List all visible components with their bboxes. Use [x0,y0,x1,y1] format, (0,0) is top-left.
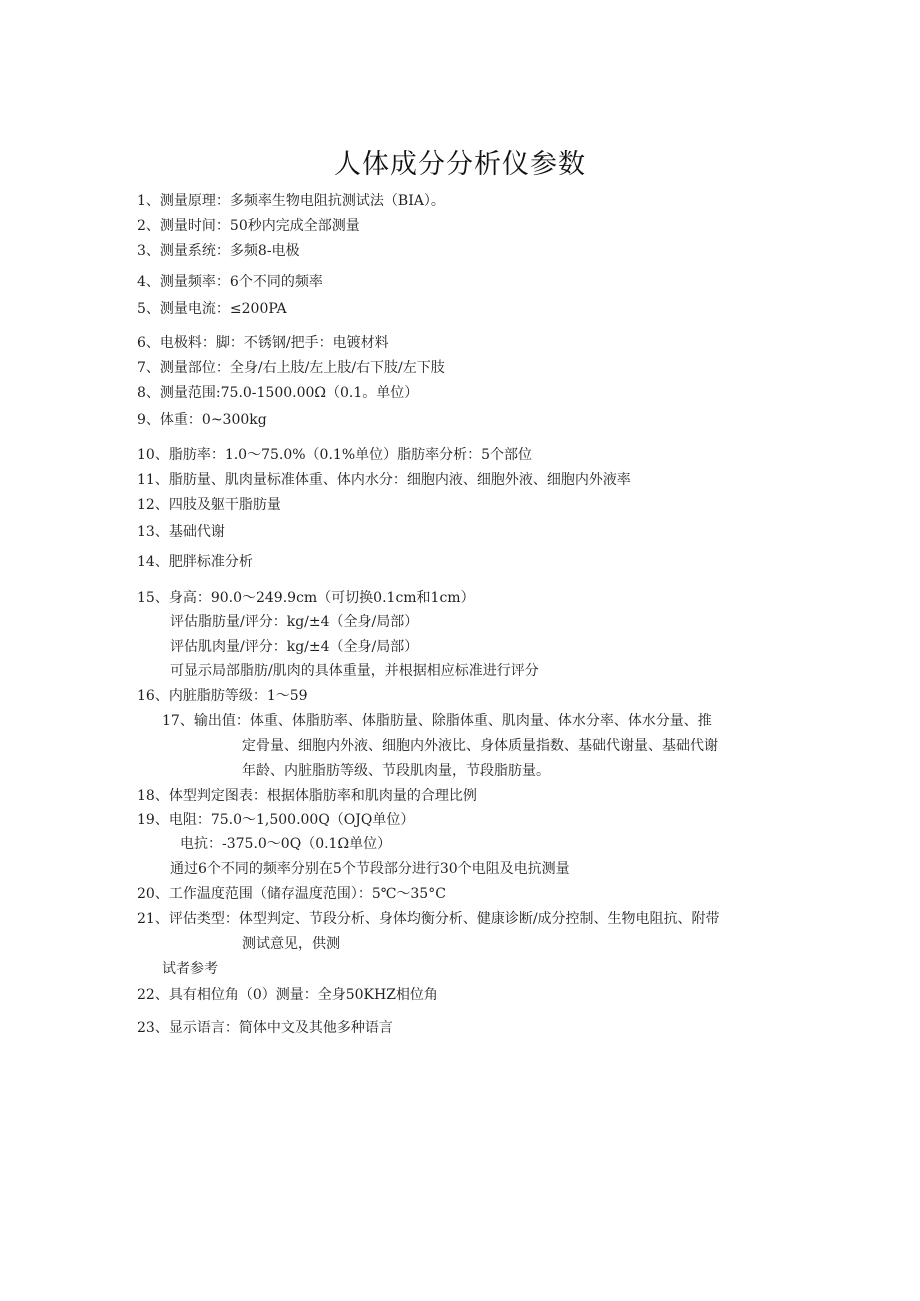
spec-line-4: 4、测量频率：6个不同的频率 [137,274,323,290]
document-title: 人体成分分析仪参数 [334,149,586,180]
spec-line-5: 5、测量电流：≤200PA [137,301,287,317]
spec-line-17-cont-2: 年龄、内脏脂肪等级、节段肌肉量，节段脂肪量。 [242,763,550,779]
spec-line-23: 23、显示语言：简体中文及其他多种语言 [137,1020,393,1036]
spec-line-16: 16、内脏脂肪等级：1～59 [137,688,308,704]
spec-line-9: 9、体重：0~300kg [137,412,267,428]
spec-line-15-muscle: 评估肌肉量/评分：kg∕±4（全身/局部） [170,639,419,655]
spec-line-19: 19、电阻：75.0～1,500.00Q（OJQ单位） [137,812,415,828]
spec-line-15-fat: 评估脂肪量/评分：kg∕±4（全身/局部） [170,614,419,630]
spec-line-22: 22、具有相位角（0）测量：全身50KHZ相位角 [137,987,438,1003]
spec-line-13: 13、基础代谢 [137,524,225,540]
spec-line-2: 2、测量时间：50秒内完成全部测量 [137,218,360,234]
spec-line-18: 18、体型判定图表：根据体脂肪率和肌肉量的合理比例 [137,788,477,804]
spec-line-12: 12、四肢及躯干脂肪量 [137,497,281,513]
spec-line-3: 3、测量系统：多频8-电极 [137,243,300,259]
spec-line-17: 17、输出值：体重、体脂肪率、体脂肪量、除脂体重、肌肉量、体水分率、体水分量、推 [162,713,712,729]
spec-line-19-reactance: 电抗：-375.0～0Q（0.1Ω单位） [180,836,392,852]
spec-line-21: 21、评估类型：体型判定、节段分析、身体均衡分析、健康诊断/成分控制、生物电阻抗、附带 [137,911,720,927]
spec-line-21-cont-2: 试者参考 [162,961,218,977]
spec-line-21-cont-1: 测试意见，供测 [242,936,340,952]
spec-line-14: 14、肥胖标准分析 [137,554,253,570]
spec-line-10: 10、脂肪率：1.0～75.0%（0.1%单位）脂肪率分析：5个部位 [137,447,533,463]
spec-line-19-note: 通过6个不同的频率分别在5个节段部分进行30个电阻及电抗测量 [170,861,570,877]
spec-line-15-local: 可显示局部脂肪/肌肉的具体重量，并根据相应标准进行评分 [170,663,539,679]
spec-line-7: 7、测量部位：全身/右上肢/左上肢/右下肢/左下肢 [137,360,445,376]
spec-line-8: 8、测量范围:75.0-1500.00Ω（0.1。单位） [137,385,419,401]
spec-line-20: 20、工作温度范围（储存温度范围）：5℃～35°C [137,886,446,902]
spec-line-15: 15、身高：90.0～249.9cm（可切换0.1cm和1cm） [137,590,475,606]
spec-line-1: 1、测量原理：多频率生物电阻抗测试法（BIA）。 [137,193,445,209]
spec-line-17-cont-1: 定骨量、细胞内外液、细胞内外液比、身体质量指数、基础代谢量、基础代谢 [242,738,718,754]
spec-line-11: 11、脂肪量、肌肉量标准体重、体内水分：细胞内液、细胞外液、细胞内外液率 [137,472,631,488]
spec-line-6: 6、电极料：脚：不锈钢/把手：电镀材料 [137,335,389,351]
